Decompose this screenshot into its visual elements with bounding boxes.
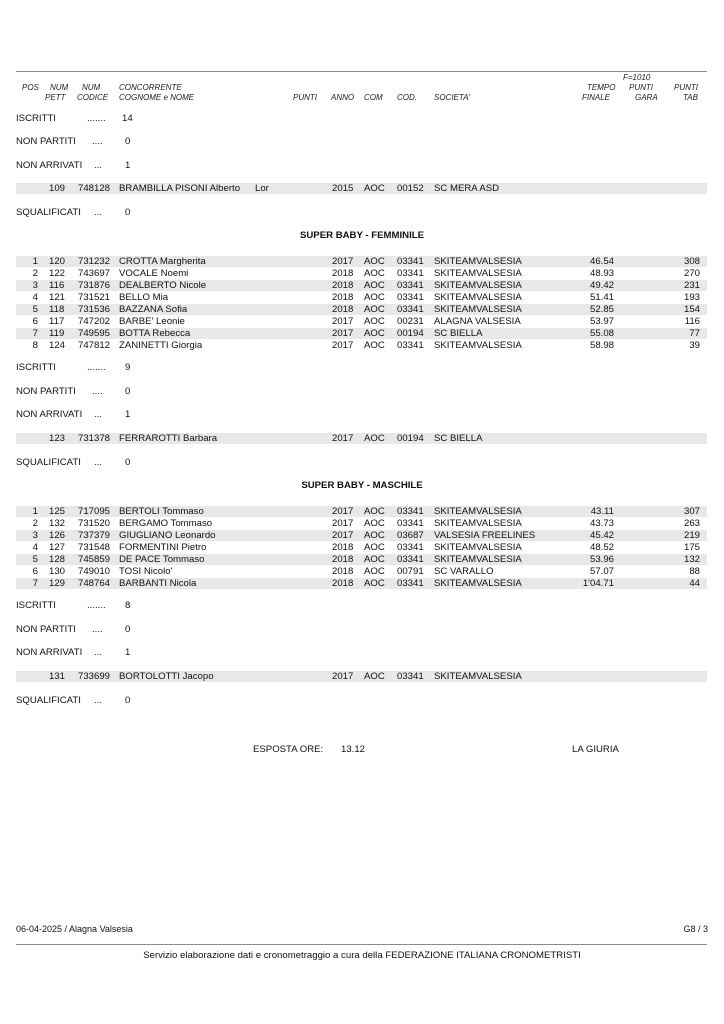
prev-non-partiti-label: NON PARTITI [16, 136, 76, 147]
cell-tab: 307 [683, 506, 700, 517]
cell-tempo: 45.42 [589, 530, 614, 541]
cell-codice: 747812 [78, 340, 111, 351]
prev-non-arrivati-value: 1 [125, 160, 131, 171]
cell-tempo: 43.73 [589, 518, 614, 529]
cell-cod: 03341 [397, 506, 424, 517]
cell-tab: 219 [683, 530, 700, 541]
cell-com: AOC [364, 578, 385, 589]
cell-pett: 119 [49, 328, 65, 339]
cell-societa: SKITEAMVALSESIA [434, 292, 522, 303]
pett: 109 [49, 183, 66, 194]
cell-societa: SKITEAMVALSESIA [434, 256, 522, 267]
cell-pos: 2 [32, 268, 38, 279]
f-non-partiti-label: NON PARTITI [16, 386, 76, 397]
cell-name: VOCALE Noemi [119, 268, 189, 279]
cell-name: ZANINETTI Giorgia [119, 340, 203, 351]
cell-com: AOC [364, 328, 385, 339]
f-squalificati-label: SQUALIFICATI [16, 457, 81, 468]
cell-pos: 7 [32, 328, 38, 339]
prev-iscritti-label: ISCRITTI [16, 113, 56, 124]
societa: SC MERA ASD [434, 183, 500, 194]
cell-tempo: 57.07 [589, 566, 614, 577]
m-squalificati-dots: ... [94, 695, 102, 706]
cell-cod: 03341 [397, 292, 424, 303]
table-row [16, 316, 707, 327]
cell-anno: 2018 [332, 292, 354, 303]
cell-cod: 00791 [397, 566, 424, 577]
cell-tempo: 48.52 [589, 542, 614, 553]
cell-cod: 03687 [397, 530, 424, 541]
codice: 748128 [78, 183, 111, 194]
cell-pett: 127 [49, 542, 66, 553]
cell-pett: 118 [49, 304, 65, 315]
cell-com: AOC [364, 292, 385, 303]
cell-codice: 731876 [78, 280, 111, 291]
cell-pos: 1 [32, 256, 38, 267]
f-squalificati-value: 0 [125, 457, 131, 468]
prev-non-arrivati-label: NON ARRIVATI [16, 160, 83, 171]
cell-pos: 1 [32, 506, 38, 517]
cell-codice: 749595 [78, 328, 111, 339]
cell-cod: 03341 [397, 518, 424, 529]
cod: 03341 [397, 671, 424, 682]
table-row [16, 578, 707, 589]
header-punti-tab-1: PUNTI [674, 83, 698, 92]
cell-name: TOSI Nicolo' [119, 566, 173, 577]
table-row [16, 280, 707, 291]
cell-societa: VALSESIA FREELINES [434, 530, 536, 541]
esposta-time: 13.12 [341, 744, 366, 755]
cell-tab: 193 [683, 292, 700, 303]
m-non-arrivati-value: 1 [125, 647, 131, 658]
prev-iscritti-dots: ....... [87, 113, 106, 124]
cell-pett: 129 [49, 578, 66, 589]
cell-name: GIUGLIANO Leonardo [119, 530, 216, 541]
cell-name: BARBANTI Nicola [119, 578, 197, 589]
cell-name: BAZZANA Sofia [119, 304, 188, 315]
table-row [16, 328, 707, 339]
com: AOC [364, 433, 385, 444]
header-punti-gara-1: PUNTI [629, 83, 653, 92]
cell-name: FORMENTINI Pietro [119, 542, 207, 553]
cell-com: AOC [364, 542, 385, 553]
cell-codice: 748764 [78, 578, 111, 589]
f-iscritti-label: ISCRITTI [16, 362, 56, 373]
cell-anno: 2017 [332, 518, 354, 529]
table-row [16, 292, 707, 303]
cell-com: AOC [364, 530, 385, 541]
cell-pos: 6 [32, 566, 38, 577]
m-non-arrivati-label: NON ARRIVATI [16, 647, 83, 658]
footer-date-place: 06-04-2025 / Alagna Valsesia [16, 924, 133, 934]
table-row [16, 506, 707, 517]
cell-pett: 121 [49, 292, 66, 303]
cell-societa: SKITEAMVALSESIA [434, 578, 522, 589]
cell-tab: 270 [683, 268, 700, 279]
cell-tempo: 55.08 [589, 328, 614, 339]
cell-com: AOC [364, 518, 385, 529]
m-non-partiti-value: 0 [125, 624, 131, 635]
table-row [16, 542, 707, 553]
cell-cod: 00231 [397, 316, 424, 327]
prev-non-arrivati-dots: ... [94, 160, 102, 171]
header-tempo: TEMPO [587, 83, 616, 92]
cell-cod: 00194 [397, 328, 424, 339]
header-com: COM [364, 93, 383, 102]
f-iscritti-dots: ....... [87, 362, 106, 373]
cell-anno: 2018 [332, 554, 354, 565]
f-dnf-row [16, 433, 707, 444]
cell-pos: 8 [32, 340, 38, 351]
m-iscritti-label: ISCRITTI [16, 600, 56, 611]
cell-anno: 2017 [332, 530, 354, 541]
header-tab: TAB [683, 93, 698, 102]
cell-codice: 731548 [78, 542, 111, 553]
header-f-value: F=1010 [623, 73, 651, 82]
m-squalificati-value: 0 [125, 695, 131, 706]
cell-societa: SKITEAMVALSESIA [434, 518, 522, 529]
cell-pos: 6 [32, 316, 38, 327]
header-gara: GARA [635, 93, 658, 102]
cell-codice: 717095 [78, 506, 111, 517]
cell-tempo: 43.11 [590, 506, 614, 517]
cell-societa: SKITEAMVALSESIA [434, 304, 522, 315]
anno: 2017 [332, 433, 354, 444]
f-squalificati-dots: ... [94, 457, 102, 468]
cell-societa: SKITEAMVALSESIA [434, 280, 522, 291]
prev-squalificati-value: 0 [125, 207, 131, 218]
cell-com: AOC [364, 280, 385, 291]
cell-tab: 231 [683, 280, 700, 291]
cell-pett: 120 [49, 256, 66, 267]
footer-service: Servizio elaborazione dati e cronometraggio a cura della FEDERAZIONE ITALIANA CRONOMETRISTI [143, 950, 581, 961]
cell-codice: 743697 [78, 268, 111, 279]
societa: SKITEAMVALSESIA [434, 671, 522, 682]
athlete-name: BRAMBILLA PISONI Alberto [119, 183, 241, 194]
cell-com: AOC [364, 256, 385, 267]
cell-anno: 2018 [332, 566, 354, 577]
cell-societa: SC VARALLO [434, 566, 494, 577]
table-row [16, 566, 707, 577]
m-iscritti-dots: ....... [87, 600, 106, 611]
cell-com: AOC [364, 566, 385, 577]
cell-cod: 03341 [397, 304, 424, 315]
cell-anno: 2017 [332, 256, 354, 267]
cod: 00152 [397, 183, 424, 194]
m-iscritti-value: 8 [125, 600, 131, 611]
pett: 131 [49, 671, 66, 682]
cell-tab: 175 [683, 542, 700, 553]
header-punti: PUNTI [293, 93, 317, 102]
cell-pos: 5 [32, 554, 38, 565]
cell-pos: 7 [32, 578, 38, 589]
footer-page-number: G8 / 3 [683, 924, 708, 934]
cell-tempo: 48.93 [589, 268, 614, 279]
cell-name: BERGAMO Tommaso [119, 518, 213, 529]
societa: SC BIELLA [434, 433, 483, 444]
header-societa: SOCIETA' [434, 93, 471, 102]
section-title-maschile: SUPER BABY - MASCHILE [301, 480, 423, 491]
cell-name: BELLO Mia [119, 292, 169, 303]
cod: 00194 [397, 433, 424, 444]
table-row [16, 268, 707, 279]
cell-cod: 03341 [397, 340, 424, 351]
cell-pett: 116 [49, 280, 65, 291]
com: AOC [364, 183, 385, 194]
cell-societa: SKITEAMVALSESIA [434, 340, 522, 351]
cell-cod: 03341 [397, 542, 424, 553]
anno: 2015 [332, 183, 354, 194]
cell-tab: 39 [689, 340, 700, 351]
codice: 733699 [78, 671, 111, 682]
f-non-arrivati-label: NON ARRIVATI [16, 409, 83, 420]
athlete-name: FERRAROTTI Barbara [119, 433, 218, 444]
header-cod: COD. [397, 93, 417, 102]
cell-tab: 116 [684, 316, 700, 327]
cell-anno: 2018 [332, 578, 354, 589]
m-non-partiti-label: NON PARTITI [16, 624, 76, 635]
giuria-label: LA GIURIA [572, 744, 619, 755]
m-non-arrivati-dots: ... [94, 647, 102, 658]
cell-name: DE PACE Tommaso [119, 554, 205, 565]
prev-dnf-row [16, 183, 707, 194]
header-num: NUM [50, 83, 69, 92]
cell-cod: 03341 [397, 268, 424, 279]
cell-societa: SKITEAMVALSESIA [434, 542, 522, 553]
cell-codice: 749010 [78, 566, 111, 577]
cell-tab: 132 [683, 554, 700, 565]
cell-com: AOC [364, 304, 385, 315]
table-row [16, 518, 707, 529]
cell-pett: 117 [49, 316, 65, 327]
cell-tempo: 49.42 [589, 280, 614, 291]
cell-pos: 4 [32, 542, 38, 553]
cell-tab: 77 [689, 328, 700, 339]
cell-anno: 2017 [332, 340, 354, 351]
cell-cod: 03341 [397, 280, 424, 291]
cell-pett: 125 [49, 506, 66, 517]
cell-societa: ALAGNA VALSESIA [434, 316, 521, 327]
header-pos: POS [22, 83, 39, 92]
cell-codice: 731536 [78, 304, 111, 315]
cell-anno: 2017 [332, 328, 354, 339]
cell-codice: 731521 [78, 292, 111, 303]
m-non-partiti-dots: .... [92, 624, 103, 635]
f-non-partiti-dots: .... [92, 386, 103, 397]
cell-societa: SC BIELLA [434, 328, 483, 339]
header-cognome-nome: COGNOME e NOME [119, 93, 195, 102]
cell-pett: 122 [49, 268, 66, 279]
cell-tempo: 1'04.71 [582, 578, 614, 589]
cell-tab: 44 [689, 578, 700, 589]
prev-squalificati-dots: ... [94, 207, 102, 218]
cell-tempo: 52.85 [589, 304, 614, 315]
header-num-2: NUM [82, 83, 101, 92]
table-row [16, 304, 707, 315]
cell-pos: 3 [32, 280, 38, 291]
cell-cod: 03341 [397, 256, 424, 267]
cell-com: AOC [364, 506, 385, 517]
cell-name: BERTOLI Tommaso [119, 506, 204, 517]
cell-pett: 126 [49, 530, 66, 541]
footer-rule [16, 944, 707, 945]
com: AOC [364, 671, 385, 682]
cell-name: BARBE' Leonie [119, 316, 185, 327]
codice: 731378 [78, 433, 111, 444]
cell-tab: 154 [683, 304, 700, 315]
cell-anno: 2018 [332, 280, 354, 291]
prev-iscritti-value: 14 [122, 113, 133, 124]
f-iscritti-value: 9 [125, 362, 131, 373]
cell-societa: SKITEAMVALSESIA [434, 554, 522, 565]
cell-name: BOTTA Rebecca [119, 328, 191, 339]
cell-codice: 745859 [78, 554, 111, 565]
cell-com: AOC [364, 340, 385, 351]
cell-pett: 130 [49, 566, 66, 577]
table-row [16, 554, 707, 565]
pett: 123 [49, 433, 66, 444]
cell-pos: 3 [32, 530, 38, 541]
cell-tempo: 51.41 [589, 292, 614, 303]
header-anno: ANNO [331, 93, 355, 102]
cell-cod: 03341 [397, 554, 424, 565]
cell-societa: SKITEAMVALSESIA [434, 268, 522, 279]
cell-pos: 4 [32, 292, 38, 303]
cell-tempo: 46.54 [589, 256, 614, 267]
esposta-label: ESPOSTA ORE: [253, 744, 324, 755]
prev-non-partiti-value: 0 [125, 136, 131, 147]
cell-tab: 308 [683, 256, 700, 267]
table-row [16, 256, 707, 267]
cell-codice: 731520 [78, 518, 111, 529]
cell-tempo: 53.97 [589, 316, 614, 327]
m-dnf-row [16, 671, 707, 682]
header-codice: CODICE [77, 93, 109, 102]
header-finale: FINALE [582, 93, 611, 102]
athlete-name: BORTOLOTTI Jacopo [119, 671, 214, 682]
cell-tempo: 53.96 [589, 554, 614, 565]
cell-com: AOC [364, 268, 385, 279]
cell-com: AOC [364, 316, 385, 327]
cell-name: DEALBERTO Nicole [119, 280, 207, 291]
cell-pett: 124 [49, 340, 66, 351]
cell-tab: 263 [683, 518, 700, 529]
header-concorrente: CONCORRENTE [119, 83, 182, 92]
prev-non-partiti-dots: .... [92, 136, 103, 147]
athlete-extra: Lor [255, 183, 269, 194]
cell-anno: 2017 [332, 316, 354, 327]
cell-com: AOC [364, 554, 385, 565]
cell-tempo: 58.98 [589, 340, 614, 351]
f-non-arrivati-dots: ... [94, 409, 102, 420]
cell-tab: 88 [689, 566, 700, 577]
prev-squalificati-label: SQUALIFICATI [16, 207, 81, 218]
m-squalificati-label: SQUALIFICATI [16, 695, 81, 706]
cell-pos: 2 [32, 518, 38, 529]
table-row [16, 530, 707, 541]
cell-anno: 2018 [332, 542, 354, 553]
cell-cod: 03341 [397, 578, 424, 589]
anno: 2017 [332, 671, 354, 682]
header-top-rule [16, 71, 707, 72]
cell-codice: 731232 [78, 256, 111, 267]
section-title-femminile: SUPER BABY - FEMMINILE [299, 230, 425, 241]
cell-pett: 132 [49, 518, 66, 529]
cell-anno: 2018 [332, 304, 354, 315]
cell-codice: 737379 [78, 530, 111, 541]
cell-pett: 128 [49, 554, 66, 565]
header-pett: PETT [45, 93, 66, 102]
table-row [16, 340, 707, 351]
cell-societa: SKITEAMVALSESIA [434, 506, 522, 517]
cell-name: CROTTA Margherita [119, 256, 206, 267]
cell-anno: 2018 [332, 268, 354, 279]
f-non-arrivati-value: 1 [125, 409, 131, 420]
f-non-partiti-value: 0 [125, 386, 131, 397]
cell-codice: 747202 [78, 316, 111, 327]
cell-pos: 5 [32, 304, 38, 315]
cell-anno: 2017 [332, 506, 354, 517]
